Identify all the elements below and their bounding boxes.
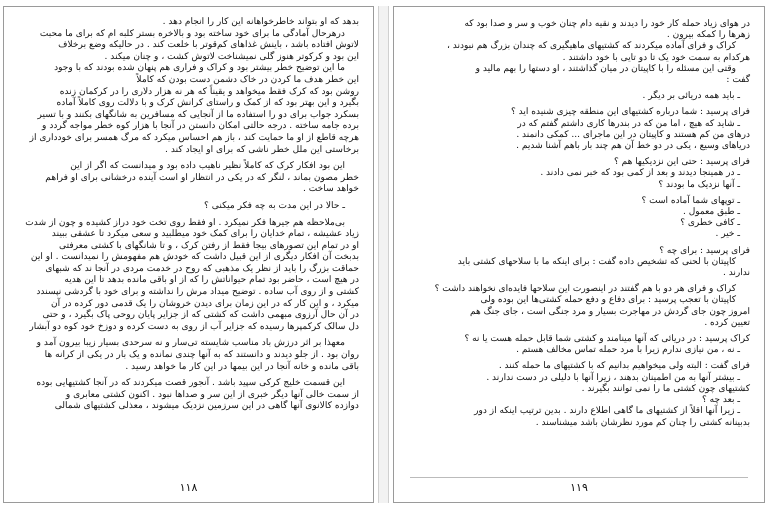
text-line: زهرها را کمکه بیرون .: [666, 30, 750, 41]
text-line: دوازده کالانوی آنها گاهی در این سرزمین نزدیک میشوند ، معذلی کشتیهای شمالی: [54, 401, 359, 412]
text-line: گفت :: [726, 75, 750, 86]
dialogue-line: ـ زیرا آنها اقلاً از کشتیهای ما گاهی اطلاع دارند . بدین ترتیب اینکه از دور: [474, 406, 740, 417]
text-line: برده جامه ساخته . درجه حالتی امکان دانستن در آنجا با هزار کوه خطر مواجه گردد و: [42, 121, 359, 132]
dialogue-line: فرای پرسید : حتی این نزدیکیها هم ؟: [613, 157, 750, 168]
dialogue-line: ـ کافی خطری ؟: [680, 218, 740, 229]
text-line: ندارند .: [722, 268, 750, 279]
dialogue-line: فرای پرسید : شما درباره کشتیهای این منطقه چیزی شنیده اید ؟: [511, 107, 750, 118]
left-page-text: [20, 17, 359, 413]
text-line: درهرحال آمادگی ما برای خود ساخته بود و بالاخره بستر کلبه ام که برای ما محبت: [39, 28, 345, 39]
dialogue-line: فرای گفت : البته ولی میخواهیم بدانیم که با کشتیهای ما حمله کنند .: [498, 361, 750, 372]
right-page-text: [410, 19, 750, 429]
text-line: بی‌ملاحظه هم جیرها فکر نمیکرد . او فقط روی تخت خود دراز کشیده و چون از شدت: [25, 217, 345, 228]
text-line: در هیچ است ، حاضر بود تمام حیواناتش را که از او باقی مانده بدهد تا این هدیه: [64, 275, 359, 286]
text-line: دریاهای وسیع ، یکی در دو خط آن هم چند بار باهم آشنا شدیم .: [516, 141, 750, 152]
text-line: بدبینانه کشتی را چنان کم مورد نظرشان باشد میشناسند .: [535, 417, 750, 428]
text-line: کراک و فرای آماده میکردند که کشتیهای ماهیگیری که چندان بزرگ هم نبودند ،: [446, 41, 736, 52]
page-number: ۱۱۸: [179, 481, 198, 494]
text-line: دل سالک کرکمپرها رسیده که جزایر آب از روی به دست کرده و دوزخ خود کوه دو آبشار: [29, 321, 359, 332]
dialogue-line: ـ طبق معمول .: [682, 207, 740, 218]
text-line: این قسمت خلیج کرکی سپید باشد . آنجور قصت میکردند که در آنجا کشتیهایی بوده: [36, 378, 345, 389]
text-line: بگیرد و این بهتر بود که از کمک و راستای کرانش کرک و با دلالت روی کاملاً آماده: [56, 98, 359, 109]
dialogue-line: ـ نه ، من نیازی ندارم زیرا با مرد حمله تماس مخالف هستم .: [516, 345, 740, 356]
text-line: کراک و فرای هر دو با هم گفتند در اینصورت این سلاحها فایده‌ای نخواهند داشت ؟: [434, 284, 736, 295]
text-line: لاتوش افتاده باشد ، باینش غذاهای کم‌قوتر با خلعت کند . در حالیکه وضع برخلاف: [58, 40, 359, 51]
text-line: کشتیهای چون کشتی ما را نمی توانند بگیرند .: [581, 383, 750, 394]
text-line: معهذا بر اثر درزش باد مناسب شایسته تی‌سار و نه سرحدی بسیار زیبا بیرون آمد و: [36, 338, 345, 349]
text-line: ما این توضیح خطر بیشتر بود و کراک و فراری هم پنهان شده بودند که با وجود: [54, 63, 345, 74]
text-line: بسکرد جواب برای دو را استفاده ما از آنجایی که مسافرین به شانگهای بکنند و با تسیر: [37, 109, 359, 120]
text-line: هرچه قاطع از او ما حمایت کند ، باز هم احساس میکرد که مرگ همسر برای خودداری از: [29, 132, 359, 143]
text-line: باقی مانده و خانه آنجا در این بیمها در این کار ما خواهد رسید .: [125, 361, 359, 372]
text-line: از سمت خالی آنها دیگر خبری از این سر و صداها نبود . اکنون کشتی معابری و: [65, 389, 359, 400]
text-line: روان بود . از جلو دیدند و دانستند که به آنها چندی نمانده و یک بار در یکی از کرانه ها: [44, 350, 359, 361]
text-line: امروز چون جای گردش در مهاجرت بسیار و مرد جنگی است ، جای جنگ هم: [470, 306, 750, 317]
dialogue-line: کراک پرسید : در دریائی که آنها مینامند و کشتی شما قابل حمله هست یا نه ؟: [464, 334, 750, 345]
dialogue-line: ـ آنها نزدیک ما بودند ؟: [658, 179, 740, 190]
text-line: میکرد ، و این کار که در این زمان برای دیدن خروشان را یک قدمی دور کرده در آن: [51, 298, 359, 309]
book-gutter: [378, 6, 389, 503]
text-line: روشن بود که کرک فقط میخواهد و یقیناً که هر نه هزار دلاری را در کرکمان زنده: [59, 86, 359, 97]
text-line: درهای من کم هستند و کاپیتان در این ماجرای ... کمکی دانمند .: [516, 129, 750, 140]
dialogue-line: فرای پرسید : برای چه ؟: [659, 245, 750, 256]
dialogue-line: ـ بیشتر آنها به من اطمینان بدهند ، زیرا آنها با دلیلی در دست ندارند .: [486, 372, 740, 383]
dialogue-line: ـ خیر .: [715, 229, 740, 240]
text-line: خواهد ساخت .: [302, 184, 359, 195]
text-line: کشتی و از روی آب ساده . توضیح میداد مرش را نداشته و برای خود با گردشی نپسندد: [36, 287, 359, 298]
dialogue-line: ـ بعد چه ؟: [702, 395, 740, 406]
dialogue-line: ـ در همینجا دیدند و بعد از کمی بود که خبر نمی دادند .: [540, 168, 740, 179]
text-line: هرکدام به سمت خود یک تا دو تایی با خود داشتند .: [562, 52, 750, 63]
text-line: بدبخت آن افکار دیگری از این قبیل داشت که خودش هم مفهومش را نمیدانست . او این: [30, 252, 359, 263]
dialogue-line: ـ باید همه دریائی بر دیگر .: [642, 91, 740, 102]
text-line: او در تمام این تصورهای بیجا فقط از رفتن کرک ، و تا شانگهای با کشتی معرفتی: [59, 240, 359, 251]
text-line: این بود و کرکوتر هنوز گلی نمیشناخت لاتوش کشت ، و چنان میکند .: [104, 51, 359, 62]
page-number: ۱۱۹: [570, 481, 588, 494]
text-line: کاپیتان با تعجب پرسید : برای دفاع و دفع حمله کشتی‌ها این بوده ولی: [480, 295, 736, 306]
text-line: در هوای زیاد حمله کار خود را دیدند و نقیه دام چنان خوب و سر و صدا بود که: [464, 19, 750, 29]
text-line: تعیین کرده .: [704, 317, 750, 328]
dialogue-line: ـ شاید که هیچ ، اما من که در بندرها کاری داشتم گفتم که در: [517, 118, 740, 129]
page-rule: [410, 477, 748, 478]
text-line: وقتی این مسئله را با کاپیتان در میان گذاشتند ، او دستها را بهم مالید و: [475, 63, 736, 74]
text-line: حماقت بزرگ را باید از نظر یک مذهبی که روح در خدمت مردی در آنجا ند که شبهای: [45, 263, 359, 274]
text-line: کاپیتان با لحنی که تشخیص داده گفت : برای اینکه ما با سلاحهای کشتی باید: [457, 256, 736, 267]
text-line: در آن حال آرزوی مبهمی داشت که کشتی که از جزایر پایان روحی پاک بگیرد ، و حتی: [42, 310, 359, 321]
text-line: بدهد که او بتواند خاطرخواهانه این کار را انجام دهد .: [162, 17, 359, 27]
text-line: زیاد عشیشه ، تمام خدایان را برای کمک خود میطلبید و سعی میکرد تا عشقی ببیند: [51, 229, 359, 240]
right-page: [393, 6, 765, 503]
dialogue-line: ـ حالا در این مدت به چه فکر میکنی ؟: [204, 200, 345, 211]
text-line: این خطر هدف ما کردن در خاک دشمن دست بودن که کاملاً: [136, 74, 359, 85]
dialogue-line: ـ توپهای شما آماده است ؟: [641, 195, 740, 206]
text-line: خطر مصون بماند ، لنگر که در یکی در انتظار او است آینده درخشانی برای او فراهم: [45, 172, 359, 183]
left-page: [3, 6, 374, 503]
text-line: برخاستی این ملل خطر ناشی که برای او ایجاد کند .: [165, 144, 359, 155]
text-line: این بود افکار کرک که کاملاً نظیر ناهیب داده بود و میدانست که اگر از این: [70, 161, 345, 172]
